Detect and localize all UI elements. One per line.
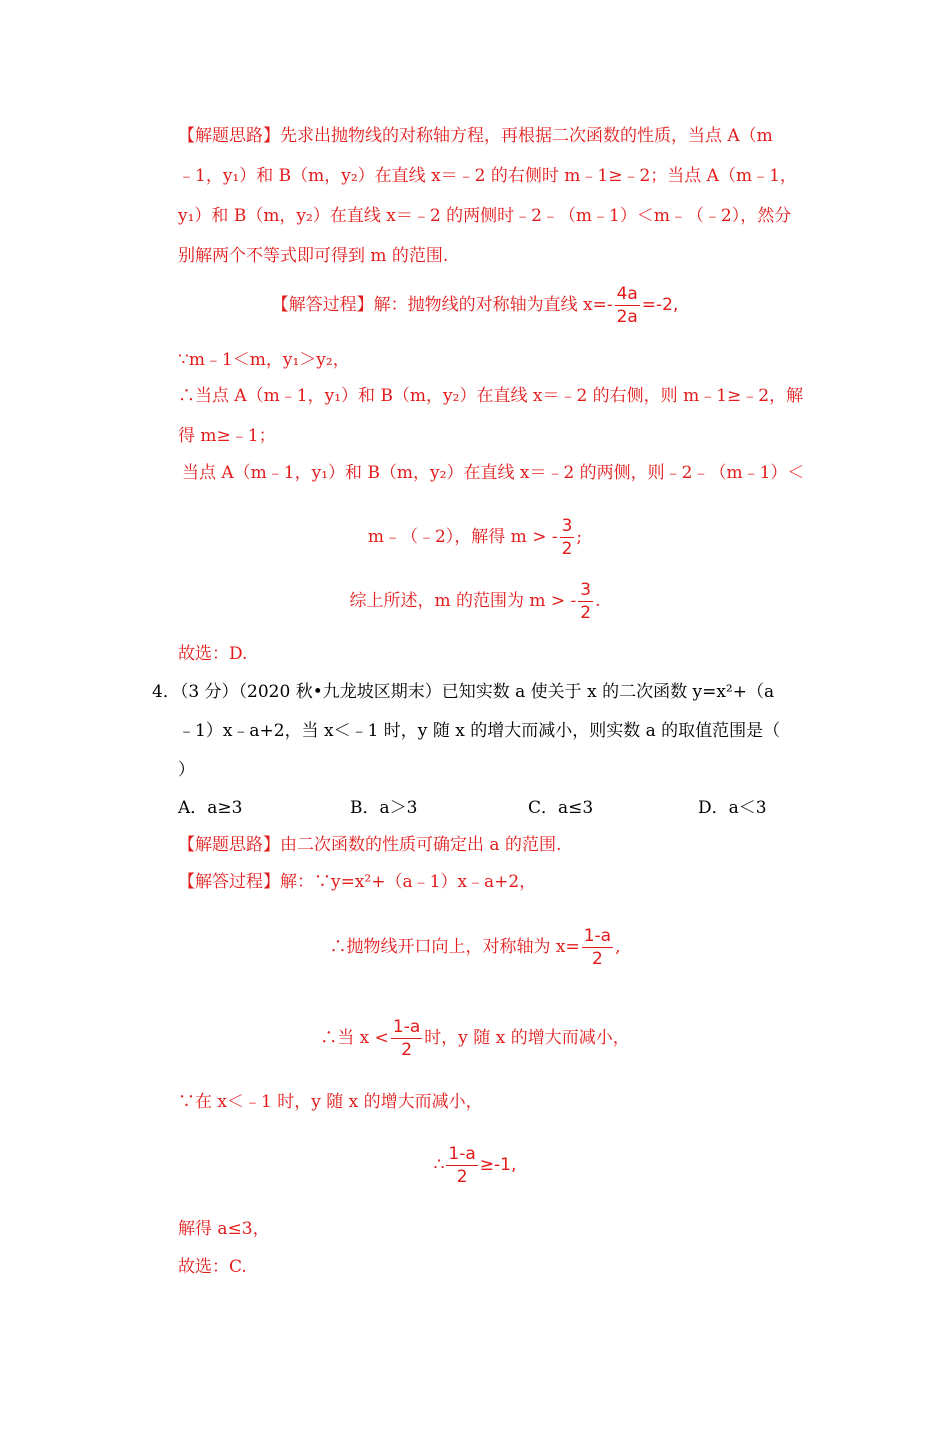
q4-ineq-suffix: ≥-1, xyxy=(479,1155,517,1175)
q3-step-3b-suffix: ; xyxy=(576,527,583,547)
denominator: 2 xyxy=(561,539,573,559)
q3-step-2b: 得 m≥﹣1； xyxy=(178,426,276,446)
q3-step-3a: 当点 A（m﹣1，y₁）和 B（m，y₂）在直线 x＝﹣2 的两侧，则﹣2﹣（m﹣1）＜ xyxy=(182,463,805,483)
q3-process-suffix: =-2, xyxy=(641,295,679,315)
q3-step-3b-prefix: m﹣（﹣2），解得 m > - xyxy=(367,527,558,547)
q3-process-prefix: 【解答过程】解：抛物线的对称轴为直线 x=- xyxy=(271,295,613,315)
q4-stem-line-2: ﹣1）x﹣a+2，当 x＜﹣1 时，y 随 x 的增大而减小，则实数 a 的取值范围是（ xyxy=(178,721,781,741)
q4-process: 【解答过程】解：∵y=x²+（a﹣1）x﹣a+2， xyxy=(178,872,537,892)
q3-thinking-line-3: y₁）和 B（m，y₂）在直线 x＝﹣2 的两侧时﹣2﹣（m﹣1）＜m﹣（﹣2），然分 xyxy=(178,206,792,226)
q3-step-2a: ∴当点 A（m﹣1，y₁）和 B（m，y₂）在直线 x＝﹣2 的右侧，则 m﹣1≥﹣2，解 xyxy=(178,386,804,406)
denominator: 2 xyxy=(592,949,603,969)
q4-axis-line xyxy=(0,925,950,970)
fraction xyxy=(391,1016,422,1061)
denominator: 2 xyxy=(456,1167,468,1187)
q3-summary-suffix: . xyxy=(595,591,601,611)
q4-options xyxy=(178,797,767,819)
q4-answer: 故选：C. xyxy=(178,1257,247,1277)
option-a: A．a≥3 xyxy=(178,798,243,818)
fraction xyxy=(446,1143,477,1188)
numerator: 3 xyxy=(580,580,592,600)
q3-step-3b xyxy=(0,515,950,560)
q3-process-formula xyxy=(0,283,950,328)
numerator: 4a xyxy=(616,284,638,304)
option-b: B．a＞3 xyxy=(350,798,418,818)
denominator: 2a xyxy=(616,307,638,327)
q4-stem-line-1: 4．（3 分）（2020 秋•九龙坡区期末）已知实数 a 使关于 x 的二次函数 y=x²+（a xyxy=(152,682,775,702)
denominator: 2 xyxy=(401,1040,413,1060)
fraction xyxy=(615,283,640,328)
fraction xyxy=(582,925,613,970)
q3-summary xyxy=(0,579,950,624)
numerator: 1-a xyxy=(583,926,612,946)
q4-when-prefix: ∴当 x < xyxy=(320,1028,389,1048)
q4-when-line xyxy=(0,1016,950,1061)
q3-step-1: ∵m﹣1＜m，y₁＞y₂， xyxy=(178,350,350,370)
q4-axis-prefix: ∴抛物线开口向上，对称轴为 x= xyxy=(329,937,580,957)
option-c: C．a≤3 xyxy=(528,798,594,818)
fraction xyxy=(560,515,575,560)
q3-answer: 故选：D. xyxy=(178,644,248,664)
numerator: 1-a xyxy=(392,1017,421,1037)
q4-given: ∵在 x＜﹣1 时，y 随 x 的增大而减小， xyxy=(178,1092,483,1112)
q4-ineq-prefix: ∴ xyxy=(433,1155,445,1175)
q3-summary-prefix: 综上所述，m 的范围为 m > - xyxy=(349,591,577,611)
numerator: 3 xyxy=(561,516,573,536)
numerator: 1-a xyxy=(448,1144,476,1164)
option-d: D．a＜3 xyxy=(698,798,767,818)
q4-when-suffix: 时，y 随 x 的增大而减小， xyxy=(424,1028,630,1048)
q3-thinking-line-1: 【解题思路】先求出抛物线的对称轴方程，再根据二次函数的性质，当点 A（m xyxy=(178,126,773,146)
q4-inequality xyxy=(0,1143,950,1188)
fraction xyxy=(578,579,593,624)
denominator: 2 xyxy=(580,603,592,623)
q4-axis-suffix: , xyxy=(615,937,621,957)
q3-thinking-line-2: ﹣1，y₁）和 B（m，y₂）在直线 x＝﹣2 的右侧时 m﹣1≥﹣2；当点 A（m﹣1， xyxy=(178,166,797,186)
q3-thinking-line-4: 别解两个不等式即可得到 m 的范围. xyxy=(178,246,449,266)
q4-stem-line-3: ） xyxy=(178,760,195,780)
q4-thinking: 【解题思路】由二次函数的性质可确定出 a 的范围. xyxy=(178,835,562,855)
q4-solve: 解得 a≤3， xyxy=(178,1219,270,1239)
